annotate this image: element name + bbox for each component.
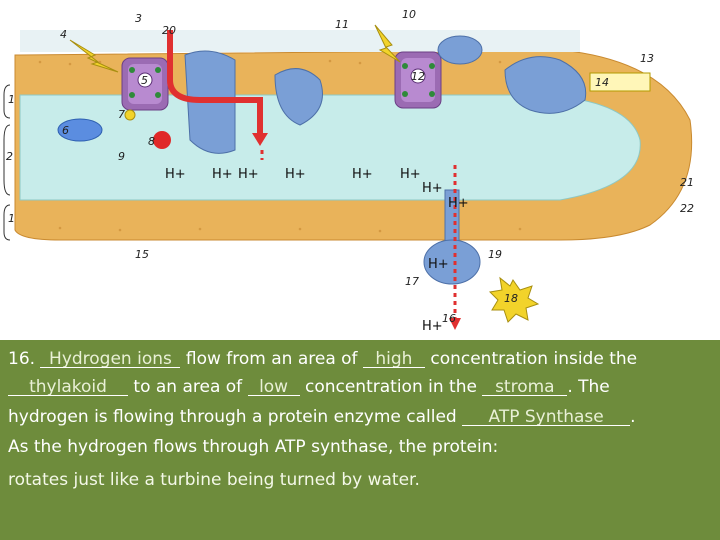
num-2: 2: [6, 150, 13, 163]
num-11: 11: [335, 18, 349, 31]
num-19: 19: [488, 248, 502, 261]
h-plus-7: H+: [422, 181, 443, 196]
text-period: .: [630, 407, 636, 427]
box-14-label: 14: [595, 76, 609, 89]
blank-hydrogen-ions: Hydrogen ions: [40, 348, 180, 370]
blank-atp-synthase: ATP Synthase: [462, 406, 630, 428]
circle-6-label: 6: [62, 124, 69, 137]
num-1b: 1: [8, 212, 15, 225]
num-4: 4: [60, 28, 67, 41]
num-17: 17: [405, 275, 419, 288]
circle-12-label: 12: [411, 70, 425, 83]
text-concentration-inside: concentration inside the: [424, 349, 638, 369]
num-21: 21: [680, 176, 694, 189]
text-flow-from: flow from an area of: [180, 349, 363, 369]
h-plus-2: H+: [212, 167, 233, 182]
num-10: 10: [402, 8, 416, 21]
h-plus-10: H+: [422, 319, 443, 334]
blank-low: low: [248, 376, 300, 398]
question-line-4: As the hydrogen flows through ATP synthase, the protein:: [8, 437, 499, 457]
num-20: 20: [162, 24, 176, 37]
num-1a: 1: [8, 93, 15, 106]
question-number: 16.: [8, 349, 41, 369]
photosystem-1: [395, 52, 441, 108]
num-16: 16: [442, 312, 456, 325]
num-3: 3: [135, 12, 142, 25]
num-13: 13: [640, 52, 654, 65]
blank-high: high: [363, 348, 425, 370]
h-plus-9: H+: [428, 257, 449, 272]
circle-8-label: 8: [148, 135, 155, 148]
num-9: 9: [118, 150, 125, 163]
h-plus-3: H+: [238, 167, 259, 182]
text-to-area: to an area of: [128, 377, 248, 397]
starburst-label: 18: [504, 292, 518, 305]
oxygen-atom: [153, 131, 171, 149]
photosystem-2: [122, 58, 168, 110]
question-line-1: [8, 348, 637, 370]
ferredoxin: [438, 36, 482, 64]
text-concentration-in: concentration in the: [299, 377, 483, 397]
blank-thylakoid: thylakoid: [8, 376, 128, 398]
question-line-3: [8, 406, 636, 428]
text-hydrogen-flowing: hydrogen is flowing through a protein enzyme called: [8, 407, 463, 427]
num-22: 22: [680, 202, 694, 215]
h-plus-4: H+: [285, 167, 306, 182]
electron-dot: [125, 110, 135, 120]
blank-stroma: stroma: [482, 376, 567, 398]
answer-rotates: rotates just like a turbine being turned by water.: [8, 470, 420, 490]
h-plus-8: H+: [448, 196, 469, 211]
question-line-2: [8, 376, 610, 398]
h-plus-5: H+: [352, 167, 373, 182]
circle-5-label: 5: [141, 74, 148, 87]
num-15: 15: [135, 248, 149, 261]
h-plus-1: H+: [165, 167, 186, 182]
answer-text: [8, 470, 420, 490]
stroma-top: [20, 30, 580, 52]
text-the: . The: [567, 377, 610, 397]
circle-7-label: 7: [118, 108, 125, 121]
question-panel: [0, 340, 720, 540]
h-plus-6: H+: [400, 167, 421, 182]
